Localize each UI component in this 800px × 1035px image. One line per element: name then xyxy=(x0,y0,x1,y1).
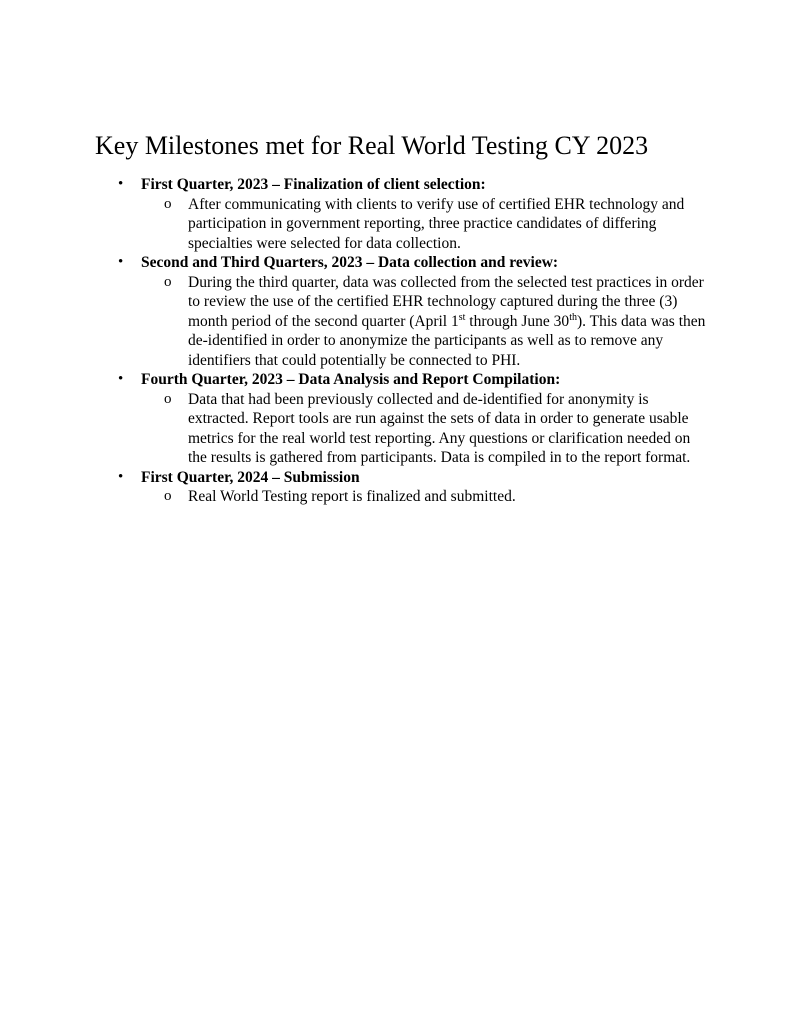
milestone-item xyxy=(0,468,800,507)
bullet-icon: • xyxy=(118,371,124,387)
milestone-heading: Second and Third Quarters, 2023 – Data collection and review: xyxy=(141,254,559,271)
milestone-item xyxy=(0,175,800,253)
bullet-icon: • xyxy=(118,468,124,485)
milestone-detail-text: During the third quarter, data was collected from the selected test practices in order to review the use of the certified EHR technology captured during the three (3) month period of the second quarter (April 1 xyxy=(188,273,704,330)
milestone-detail-text: through June 30 xyxy=(465,312,570,330)
ordinal-suffix: th xyxy=(569,311,577,323)
sub-bullet-icon: o xyxy=(164,273,172,290)
milestone-detail-text: Real World Testing report is finalized and submitted. xyxy=(188,488,516,505)
milestone-detail-text: Data that had been previously collected and de-identified for anonymity is extracted. Report tools are run against the sets of data in order to generate usable metrics for the real world test reporting. Any questions or clarification needed on the results is gathered from participants. Data is compiled in to the report format. xyxy=(188,390,691,466)
bullet-icon: • xyxy=(118,176,124,192)
milestone-heading: First Quarter, 2023 – Finalization of client selection: xyxy=(141,176,486,193)
milestone-detail-text: After communicating with clients to verify use of certified EHR technology and participation in government reporting, three practice candidates of differing specialties were selected for data collection. xyxy=(188,195,685,252)
bullet-icon: • xyxy=(118,254,124,270)
milestone-detail xyxy=(141,487,708,507)
sub-bullet-icon: o xyxy=(164,488,172,504)
milestone-detail xyxy=(141,273,708,371)
ordinal-suffix: st xyxy=(458,311,466,323)
milestone-heading: Fourth Quarter, 2023 – Data Analysis and Report Compilation: xyxy=(141,371,561,388)
page-title: Key Milestones met for Real World Testing CY 2023 xyxy=(95,131,649,160)
milestone-item xyxy=(0,370,800,468)
milestone-list xyxy=(0,175,800,507)
milestone-detail xyxy=(141,390,708,468)
sub-bullet-icon: o xyxy=(164,390,172,407)
sub-bullet-icon: o xyxy=(164,195,172,212)
milestone-item xyxy=(0,253,800,370)
milestone-detail-text: ). This data was then de-identified in order to anonymize the participants as well as to remove any identifiers that could potentially be connected to PHI. xyxy=(188,312,706,369)
milestone-detail xyxy=(141,195,708,254)
milestone-heading: First Quarter, 2024 – Submission xyxy=(141,468,360,486)
